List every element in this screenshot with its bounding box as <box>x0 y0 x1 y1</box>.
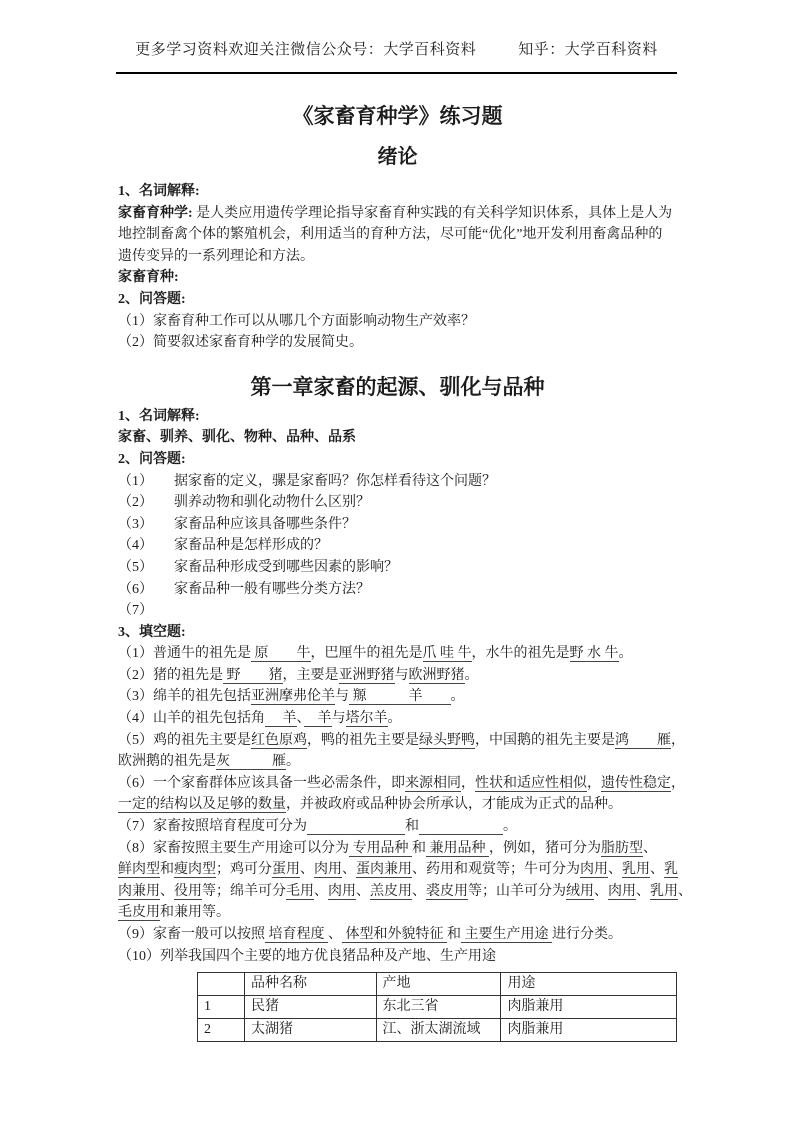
text-segment: 进行分类。 <box>552 927 622 942</box>
text-segment: 。 <box>387 711 402 727</box>
text-segment: 欧洲鹅的祖先是 <box>118 754 216 770</box>
text-line <box>118 471 677 493</box>
blank-answer: 亚洲野猪 <box>338 667 395 683</box>
blank-answer: 毛皮用 <box>118 905 160 921</box>
text-line <box>118 514 677 536</box>
text-line <box>118 708 677 730</box>
text-segment: 2、问答题: <box>118 291 186 307</box>
text-segment: 、 <box>328 927 342 942</box>
blank-answer: 肉用 <box>608 883 636 899</box>
table-header-cell: 产地 <box>376 973 501 996</box>
pig-breeds-table <box>197 972 677 1042</box>
text-line <box>118 449 677 471</box>
text-segment: 、 <box>636 883 650 899</box>
text-segment: 和 <box>160 862 174 878</box>
text-line <box>118 665 677 687</box>
text-line <box>118 267 677 289</box>
text-line <box>118 859 677 881</box>
blank-answer: 欧洲野猪 <box>408 667 465 683</box>
text-segment: 是人类应用遗传学理论指导家畜育种实践的有关科学知识体系，具体上是人为 <box>192 205 673 221</box>
text-segment: ， <box>461 775 475 791</box>
text-segment: 2、问答题: <box>118 451 186 467</box>
blank-answer: 红色原鸡 <box>251 732 307 748</box>
text-segment: 、 <box>314 883 328 899</box>
text-line <box>118 751 677 773</box>
text-segment: 家畜育种学: <box>118 205 193 221</box>
text-segment: （1） 据家畜的定义，骡是家畜吗？你怎样看待这个问题？ <box>118 473 496 489</box>
text-segment: 家畜、驯养、驯化、物种、品种、品系 <box>118 430 356 446</box>
text-line <box>118 332 677 354</box>
text-segment: ，巴厘牛的祖先是 <box>310 646 423 662</box>
text-segment: 与 <box>335 689 349 705</box>
blank-answer: 培育程度 <box>265 927 328 942</box>
blank-answer: 羱 羊 <box>349 689 451 705</box>
text-segment: （9）家畜一般可以按照 <box>118 927 265 942</box>
chapter-heading: 第一章家畜的起源、驯化与品种 <box>250 374 545 399</box>
blank-answer: 来源相同 <box>405 775 461 791</box>
text-segment: 、 <box>356 883 370 899</box>
document-title: 《家畜育种学》练习题 <box>292 104 503 128</box>
blank-answer: 爪 哇 牛 <box>422 646 472 662</box>
text-segment: ，例如，猪可分为 <box>489 840 601 856</box>
text-segment: （7）家畜按照培育程度可分为 <box>118 819 307 835</box>
blank-answer: 羊 <box>303 711 332 727</box>
blank-answer: 绿头野鸭 <box>419 732 475 748</box>
text-line <box>118 406 677 428</box>
text-line <box>118 622 677 644</box>
blank-answer: 役用 <box>174 883 202 899</box>
blank-answer: 绒用 <box>566 883 594 899</box>
table-cell: 东北三省 <box>376 996 501 1019</box>
text-segment: 等；绵羊可分 <box>202 883 286 899</box>
text-segment: 和 <box>412 840 426 856</box>
text-segment: 、 <box>678 883 692 899</box>
blank-answer: 瘦肉型 <box>174 862 216 878</box>
intro-section-lines <box>118 181 677 354</box>
blank-answer: 专用品种 <box>349 840 412 856</box>
text-segment: ；鸡可分 <box>216 862 272 878</box>
table-row <box>198 1019 677 1042</box>
pig-breeds-table-body <box>198 996 677 1042</box>
text-segment: ， <box>587 775 601 791</box>
blank-answer: 肉用 <box>580 862 608 878</box>
text-segment: 、药用和观赏等；牛可分为 <box>412 862 580 878</box>
blank-answer: 蛋肉兼用 <box>356 862 412 878</box>
text-line <box>118 924 677 946</box>
blank-answer <box>419 819 503 835</box>
text-segment: 、 <box>608 862 622 878</box>
table-cell: 肉脂兼用 <box>501 1019 677 1042</box>
text-segment: ，并被政府或品种协会所承认，才能成为正式的品种。 <box>286 797 622 813</box>
text-segment: ， <box>671 775 685 791</box>
table-header-row <box>198 973 677 996</box>
text-segment: 与 <box>394 667 409 683</box>
blank-answer: 兼用品种 <box>426 840 489 856</box>
chapter-section-lines <box>118 406 692 967</box>
text-segment: 和 <box>447 927 461 942</box>
text-segment: （6）一个家畜群体应该具备一些必需条件，即 <box>118 775 405 791</box>
text-segment: 。 <box>450 689 465 705</box>
text-segment: 和兼用等。 <box>160 905 230 921</box>
blank-answer: 灰 雁 <box>216 754 286 770</box>
table-header-cell <box>198 973 245 996</box>
text-line <box>118 203 677 225</box>
text-segment: （2）简要叙述家畜育种学的发展简史。 <box>118 335 363 351</box>
text-line <box>118 557 677 579</box>
text-segment: （6） 家畜品种一般有哪些分类方法？ <box>118 581 370 597</box>
text-segment: 、 <box>594 883 608 899</box>
text-segment: （4） 家畜品种是怎样形成的？ <box>118 538 328 554</box>
table-header-cell: 用途 <box>501 973 677 996</box>
text-line <box>118 902 677 924</box>
promo-header <box>116 40 677 74</box>
text-line <box>118 246 677 268</box>
table-cell: 民猪 <box>245 996 377 1019</box>
blank-answer: 乳用 <box>622 862 650 878</box>
blank-answer: 裘皮用 <box>426 883 468 899</box>
text-segment: 、 <box>650 862 664 878</box>
text-line <box>118 730 685 752</box>
text-line <box>118 289 677 311</box>
blank-answer: 乳 <box>664 862 678 878</box>
pig-breeds-table-head <box>198 973 677 996</box>
text-segment: （2）猪的祖先是 <box>118 667 223 683</box>
text-line <box>118 946 677 968</box>
text-segment: ，水牛的祖先是 <box>471 646 570 662</box>
text-segment: 。 <box>618 646 633 662</box>
text-segment: 1、名词解释: <box>118 184 200 199</box>
text-line <box>118 224 677 246</box>
text-line <box>118 773 685 795</box>
text-segment: （8）家畜按照主要生产用途可以分为 <box>118 840 349 856</box>
blank-answer: 毛用 <box>286 883 314 899</box>
blank-answer: 肉用 <box>314 862 342 878</box>
text-segment: 、 <box>342 862 356 878</box>
blank-answer: 亚洲摩弗伦羊 <box>251 689 335 705</box>
text-segment: 。 <box>503 819 517 835</box>
table-cell: 2 <box>198 1019 245 1042</box>
wechat-promo-text: 更多学习资料欢迎关注微信公众号：大学百科资料 <box>135 42 477 58</box>
text-segment: 与 <box>331 711 346 727</box>
table-cell: 江、浙太湖流域 <box>376 1019 501 1042</box>
blank-answer: 肉兼用 <box>118 883 160 899</box>
text-segment: 、 <box>643 840 657 856</box>
blank-answer: 体型和外貌特征 <box>342 927 447 942</box>
table-cell: 肉脂兼用 <box>501 996 677 1019</box>
blank-answer: 羊 <box>265 711 297 727</box>
blank-answer: 遗传性稳定 <box>601 775 671 791</box>
text-segment: （10）列举我国四个主要的地方优良猪品种及产地、生产用途 <box>118 948 496 964</box>
zhihu-promo-text: 知乎：大学百科资料 <box>518 42 658 58</box>
text-line <box>118 427 677 449</box>
text-segment: （1）普通牛的祖先是 <box>118 646 251 662</box>
table-row <box>198 996 677 1019</box>
text-segment: ，主要是 <box>282 667 339 683</box>
blank-answer: 原 牛 <box>251 646 311 662</box>
text-segment: （5）鸡的祖先主要是 <box>118 732 251 748</box>
blank-answer: 主要生产用途 <box>461 927 552 942</box>
table-header-cell: 品种名称 <box>245 973 377 996</box>
blank-answer: 野 猪 <box>223 667 283 683</box>
text-segment: 、 <box>296 711 304 727</box>
blank-answer: 塔尔羊 <box>345 711 388 727</box>
text-segment: ， <box>671 732 685 748</box>
text-line <box>118 600 677 622</box>
text-segment: ，中国鹅的祖先主要是 <box>475 732 615 748</box>
text-line <box>118 535 677 557</box>
text-line <box>118 794 677 816</box>
text-line <box>118 881 692 903</box>
blank-answer: 肉用 <box>328 883 356 899</box>
text-segment: 1、名词解释: <box>118 408 200 424</box>
text-segment: （3）绵羊的祖先包括 <box>118 689 251 705</box>
text-segment: （4）山羊的祖先包括角 <box>118 711 265 727</box>
text-line <box>118 686 677 708</box>
text-line <box>118 838 677 860</box>
text-segment: （2） 驯养动物和驯化动物什么区别？ <box>118 495 370 511</box>
text-segment: 。 <box>464 667 479 683</box>
text-line <box>118 492 677 514</box>
blank-answer: 一定的结构以及足够的数量 <box>118 797 286 813</box>
text-line <box>118 643 677 665</box>
text-segment: 、 <box>300 862 314 878</box>
text-segment: 遗传变异的一系列理论和方法。 <box>118 248 314 264</box>
text-segment: 和 <box>405 819 419 835</box>
blank-answer: 鸿 雁 <box>615 732 671 748</box>
blank-answer: 脂肪型 <box>601 840 643 856</box>
blank-answer: 野 水 牛 <box>569 646 619 662</box>
text-segment: 。 <box>286 754 300 770</box>
blank-answer: 羔皮用 <box>370 883 412 899</box>
blank-answer: 乳用 <box>650 883 678 899</box>
text-segment: 等；山羊可分为 <box>468 883 566 899</box>
blank-answer: 性状和适应性相似 <box>475 775 587 791</box>
table-cell: 1 <box>198 996 245 1019</box>
text-segment: 、 <box>160 883 174 899</box>
text-segment: （7） <box>118 603 153 619</box>
text-segment: 地控制畜禽个体的繁殖机会，利用适当的育种方法，尽可能“优化”地开发利用畜禽品种的 <box>118 227 663 243</box>
blank-answer <box>307 819 405 835</box>
document-content <box>0 101 793 1042</box>
text-line <box>118 579 677 601</box>
blank-answer: 鲜肉型 <box>118 862 160 878</box>
section-heading-intro: 绪论 <box>377 146 418 168</box>
blank-answer: 蛋用 <box>272 862 300 878</box>
text-line <box>118 816 677 838</box>
text-segment: 、 <box>412 883 426 899</box>
text-segment: ，鸭的祖先主要是 <box>307 732 419 748</box>
table-cell: 太湖猪 <box>245 1019 377 1042</box>
text-line <box>118 311 677 333</box>
text-segment: （1）家畜育种工作可以从哪几个方面影响动物生产效率？ <box>118 313 475 329</box>
text-line <box>118 181 677 203</box>
text-segment: 3、填空题: <box>118 624 186 640</box>
text-segment: （3） 家畜品种应该具备哪些条件？ <box>118 516 356 532</box>
text-segment: （5） 家畜品种形成受到哪些因素的影响？ <box>118 559 398 575</box>
text-segment: 家畜育种: <box>118 270 179 286</box>
